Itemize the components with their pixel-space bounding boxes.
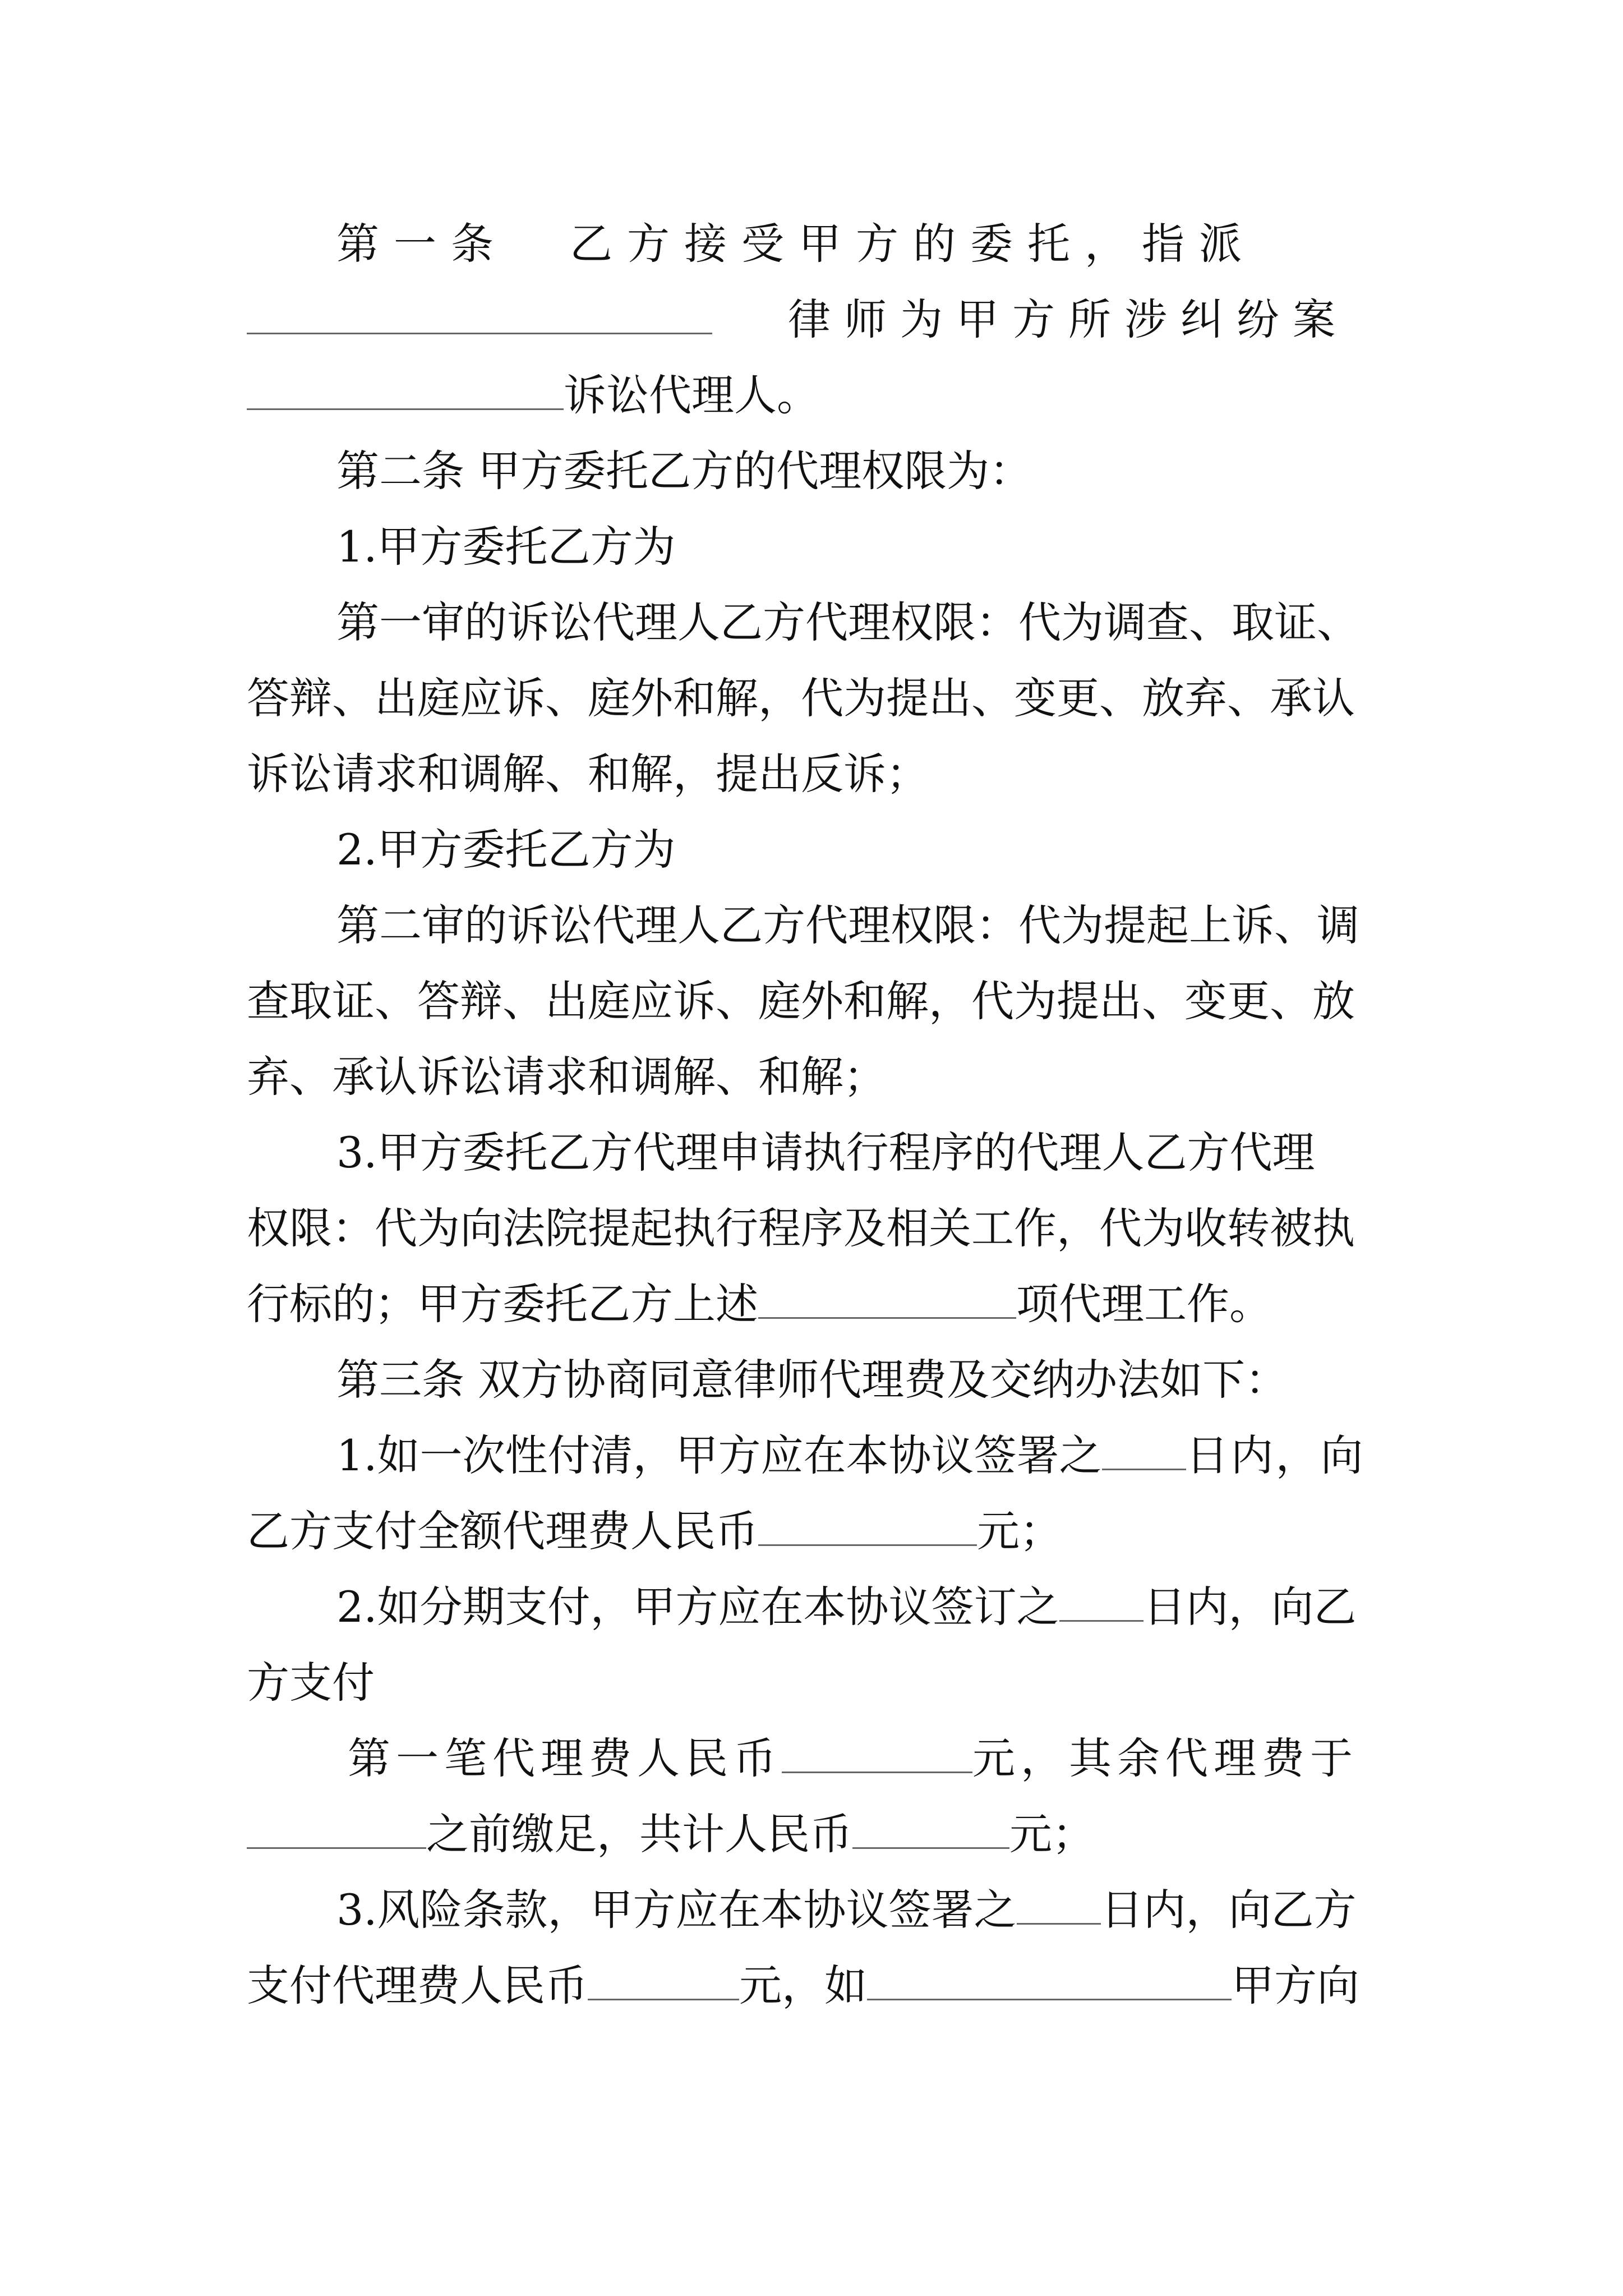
blank-first-payment[interactable]	[782, 1770, 972, 1773]
fee-2-line-2: 方支付	[247, 1658, 375, 1708]
item-3-line-1: 3.甲方委托乙方代理申请执行程序的代理人乙方代理	[336, 1128, 1315, 1177]
fee-2-text-b: 日内，向乙	[1143, 1582, 1357, 1632]
fee-1-line-2	[247, 1501, 1062, 1562]
article-1-text-2: 律师为甲方所涉纠纷案	[788, 295, 1349, 344]
item-1-title: 1.甲方委托乙方为	[336, 522, 676, 572]
blank-items-count[interactable]	[758, 1316, 1016, 1319]
fee-2-text-c: 第一笔代理费人民币	[348, 1733, 782, 1783]
blank-days-1[interactable]	[1102, 1467, 1186, 1470]
item-3-line-2: 权限：代为向法院提起执行程序及相关工作，代为收转被执	[247, 1203, 1355, 1253]
fee-3-text-e: 甲方向	[1232, 1961, 1359, 2010]
blank-days-2[interactable]	[1059, 1619, 1144, 1622]
blank-risk-amount[interactable]	[588, 1998, 739, 2000]
article-1-heading: 第一条	[336, 219, 508, 269]
fee-1-text-a: 1.如一次性付清，甲方应在本协议签署之	[336, 1430, 1102, 1480]
item-3-line-3	[247, 1273, 1272, 1335]
blank-risk-condition[interactable]	[867, 1998, 1232, 2000]
blank-due-date[interactable]	[247, 1846, 426, 1849]
blank-days-3[interactable]	[1017, 1922, 1101, 1925]
fee-1-line-1	[336, 1425, 1366, 1487]
fee-3-text-c: 支付代理费人民币	[247, 1961, 588, 2010]
item-3-text-b: 项代理工作。	[1016, 1279, 1272, 1329]
fee-2-line-4	[247, 1803, 1095, 1865]
fee-3-text-a: 3.风险条款，甲方应在本协议签署之	[336, 1885, 1017, 1935]
article-1-line-1	[336, 213, 1256, 275]
item-1-line-2: 答辩、出庭应诉、庭外和解，代为提出、变更、放弃、承认	[247, 673, 1355, 723]
blank-lawyer-name[interactable]	[247, 332, 712, 334]
fee-2-text-e: 之前缴足，共计人民币	[426, 1809, 852, 1859]
item-1-line-3: 诉讼请求和调解、和解，提出反诉；	[247, 749, 929, 799]
blank-amount-full[interactable]	[758, 1543, 977, 1546]
blank-case-name[interactable]	[247, 407, 564, 410]
fee-1-text-b: 日内，向	[1186, 1430, 1366, 1480]
fee-2-line-3	[348, 1728, 1358, 1789]
fee-3-line-2	[247, 1955, 1359, 2017]
item-2-line-1: 第二审的诉讼代理人乙方代理权限：代为提起上诉、调	[336, 900, 1359, 950]
item-2-title: 2.甲方委托乙方为	[336, 825, 676, 875]
article-1-text-3: 诉讼代理人。	[564, 370, 819, 420]
article-2-heading: 第二条 甲方委托乙方的代理权限为：	[336, 446, 1032, 496]
fee-3-text-d: 元，如	[739, 1961, 867, 2010]
fee-2-line-1	[336, 1576, 1357, 1638]
fee-2-text-f: 元；	[1009, 1809, 1095, 1859]
item-1-line-1: 第一审的诉讼代理人乙方代理权限：代为调查、取证、	[336, 597, 1359, 647]
fee-3-line-1	[336, 1879, 1357, 1941]
fee-1-text-c: 乙方支付全额代理费人民币	[247, 1506, 758, 1556]
item-2-line-2: 查取证、答辩、出庭应诉、庭外和解，代为提出、变更、放	[247, 976, 1355, 1026]
fee-1-text-d: 元；	[977, 1506, 1062, 1556]
fee-2-text-a: 2.如分期支付，甲方应在本协议签订之	[336, 1582, 1059, 1632]
item-2-line-3: 弃、承认诉讼请求和调解、和解；	[247, 1052, 886, 1102]
blank-total-amount[interactable]	[852, 1846, 1009, 1849]
article-1-line-3	[247, 365, 819, 426]
article-1-line-2	[247, 289, 1349, 351]
fee-2-text-d: 元，其余代理费于	[972, 1733, 1358, 1783]
article-3-heading: 第三条 双方协商同意律师代理费及交纳办法如下：	[336, 1355, 1288, 1405]
item-3-text-a: 行标的；甲方委托乙方上述	[247, 1279, 758, 1329]
fee-3-text-b: 日内，向乙方	[1100, 1885, 1357, 1935]
article-1-text: 乙方接受甲方的委托，指派	[570, 219, 1256, 269]
